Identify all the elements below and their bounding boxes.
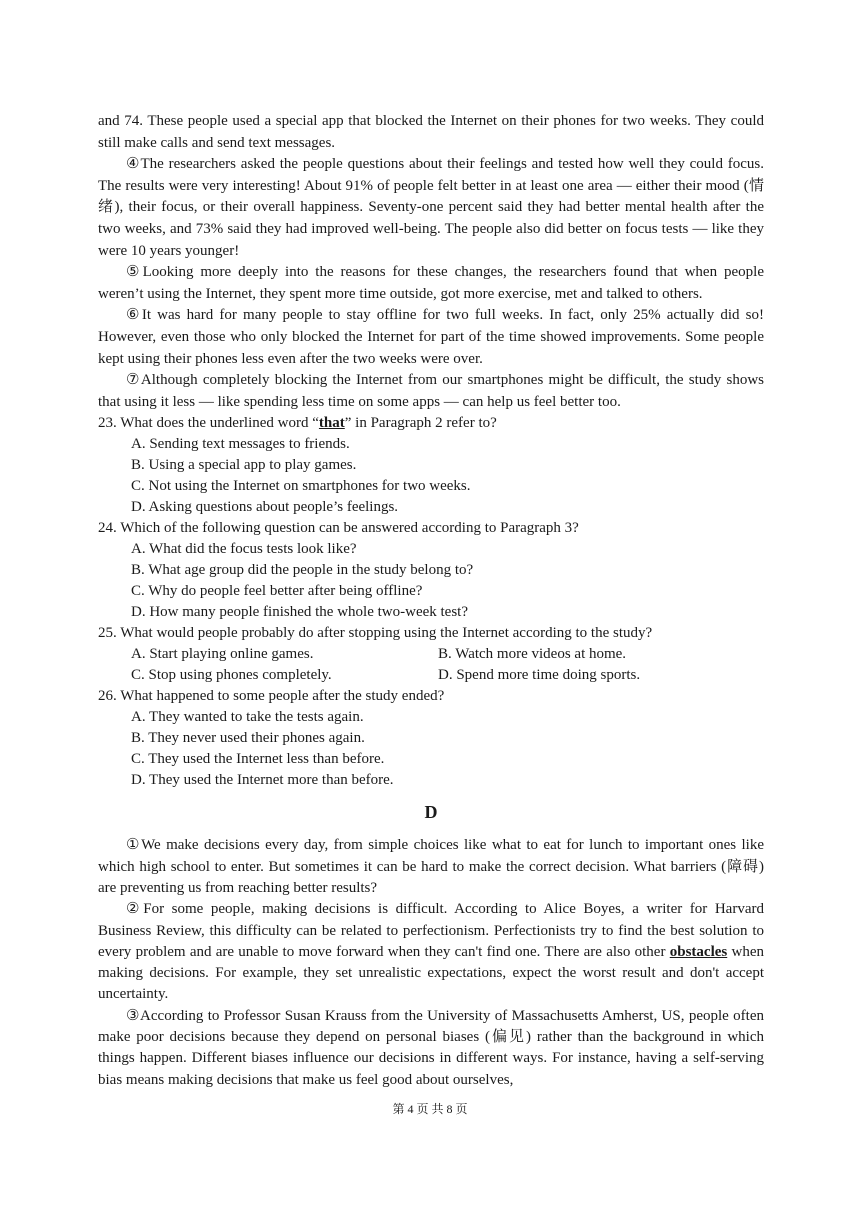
passage-c-paragraph-7: ⑦Although completely blocking the Internet from our smartphones might be difficult, the study shows that using it less — like spending less time on some apps — can help us feel better too. [98, 372, 764, 410]
question-25-stem: 25. What would people probably do after stopping using the Internet according to the study? [98, 625, 653, 642]
passage-c-paragraph-5: ⑤Looking more deeply into the reasons for these changes, the researchers found that when people weren’t using the Internet, they spent more time outside, got more exercise, met and talked to others. [98, 264, 764, 302]
question-25-options-row-1 [131, 644, 764, 665]
passage-c-paragraph-4: ④The researchers asked the people questions about their feelings and tested how well they could focus. The results were very interesting! About 91% of people felt better in at least one area — either their mood (情绪), their focus, or their overall happiness. Seventy-one percent said they had better mental health after the two weeks, and 73% said they had improved well-being. The people also did better on focus tests — like they were 10 years younger! [98, 156, 764, 259]
question-24-option-b: B. What age group did the people in the study belong to? [131, 562, 474, 579]
passage-d-paragraph-2-end: when making decisions. For example, they set unrealistic expectations, expect the worst result and don't accept uncertainty. [98, 943, 764, 1003]
question-26-option-c: C. They used the Internet less than before. [131, 751, 385, 768]
question-23-option-a: A. Sending text messages to friends. [131, 436, 350, 453]
question-24-option-c: C. Why do people feel better after being offline? [131, 583, 423, 600]
passage-c-continuation: and 74. These people used a special app that blocked the Internet on their phones for two weeks. They could still make calls and send text messages. [98, 113, 764, 151]
question-24-stem: 24. Which of the following question can be answered according to Paragraph 3? [98, 520, 579, 537]
underlined-word-that: that [318, 415, 345, 432]
underlined-word-obstacles: obstacles [669, 943, 728, 960]
question-24-option-d: D. How many people finished the whole two-week test? [131, 604, 468, 621]
question-25-option-a: A. Start playing online games. [131, 646, 314, 663]
question-23-option-b: B. Using a special app to play games. [131, 457, 357, 474]
question-25-option-b: B. Watch more videos at home. [438, 646, 627, 663]
question-26-option-a: A. They wanted to take the tests again. [131, 709, 364, 726]
passage-d-paragraph-1: ①We make decisions every day, from simple choices like what to eat for lunch to important ones like which high school to enter. But sometimes it can be hard to make the correct decision. What barriers (障碍) are preventing us from reaching better results? [98, 837, 764, 896]
section-d-heading: D [424, 802, 438, 823]
question-26-option-b: B. They never used their phones again. [131, 730, 365, 747]
question-23-option-d: D. Asking questions about people’s feelings. [131, 499, 399, 516]
question-23-stem-start: 23. What does the underlined word “ [98, 415, 319, 432]
question-24-option-a: A. What did the focus tests look like? [131, 541, 357, 558]
question-26-stem: 26. What happened to some people after the study ended? [98, 688, 445, 705]
question-25-options-row-2 [131, 665, 764, 686]
question-23 [98, 413, 764, 518]
page-number-footer: 第 4 页 共 8 页 [392, 1102, 468, 1116]
passage-d-paragraph-2 [98, 899, 764, 1005]
question-25-option-c: C. Stop using phones completely. [131, 667, 332, 684]
passage-d-paragraph-2-start: ②For some people, making decisions is difficult. According to Alice Boyes, a writer for Harvard Business Review, this difficulty can be related to perfectionism. Perfectionists try to find the best solution to every problem and are unable to move forward when they can't find one. There are also other [98, 901, 764, 960]
question-26-option-d: D. They used the Internet more than before. [131, 772, 394, 789]
question-23-stem-end: ” in Paragraph 2 refer to? [344, 415, 497, 432]
question-25 [98, 623, 764, 686]
question-25-option-d: D. Spend more time doing sports. [438, 667, 641, 684]
passage-c-paragraph-6: ⑥It was hard for many people to stay offline for two full weeks. In fact, only 25% actually did so! However, even those who only blocked the Internet for part of the time showed improvements. Some people kept using their phones less even after the two weeks were over. [98, 307, 764, 367]
question-24 [98, 518, 764, 623]
question-26 [98, 686, 764, 791]
passage-d-paragraph-3: ③According to Professor Susan Krauss from the University of Massachusetts Amherst, US, people often make poor decisions because they depend on personal biases (偏见) rather than the background in which things happen. Different biases influence our decisions in different ways. For instance, having a self-serving bias means making decisions that make us feel good about ourselves, [98, 1007, 764, 1088]
question-23-option-c: C. Not using the Internet on smartphones for two weeks. [131, 478, 471, 495]
question-23-stem [98, 413, 764, 434]
